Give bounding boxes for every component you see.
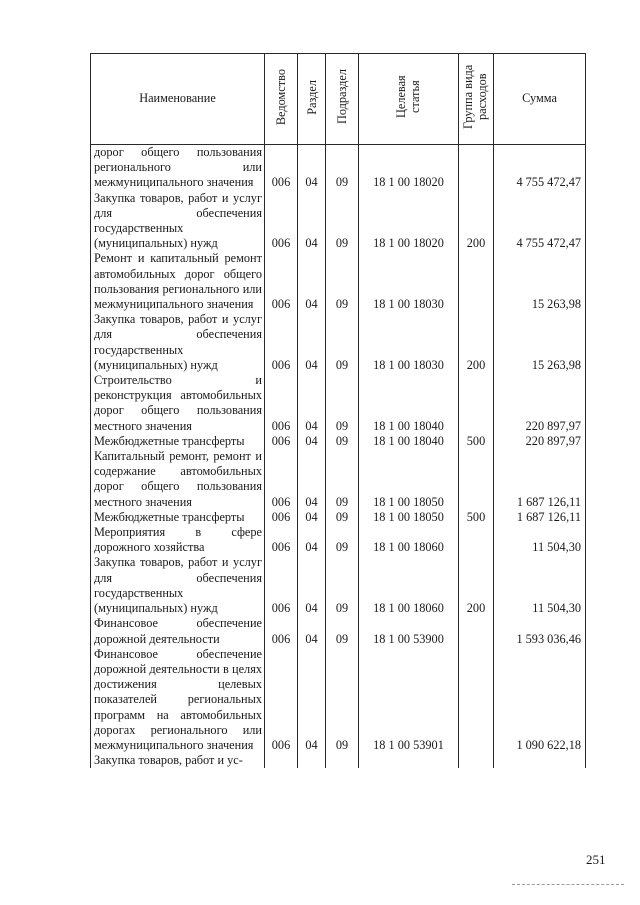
row-name: Закупка товаров, работ и услуг для обеспечения государственных (муниципальных) нужд xyxy=(91,555,265,616)
row-dept: 006 xyxy=(265,510,298,525)
row-name: Закупка товаров, работ и услуг для обеспечения государственных (муниципальных) нужд xyxy=(91,312,265,373)
row-subsection xyxy=(326,753,359,768)
row-section: 04 xyxy=(298,510,326,525)
table-row xyxy=(91,191,586,252)
table-row xyxy=(91,555,586,616)
row-article xyxy=(359,753,459,768)
row-name: Финансовое обеспечение дорожной деятельности в целях достижения целевых показателей региональных программ на автомобильных дорогах регионального или межмуниципального значения xyxy=(91,647,265,753)
column-header-subsection: Подраздел xyxy=(326,54,359,145)
row-section xyxy=(298,753,326,768)
column-header-article: Целевая статья xyxy=(359,54,459,145)
row-section: 04 xyxy=(298,449,326,510)
row-sum: 4 755 472,47 xyxy=(494,191,586,252)
row-subsection: 09 xyxy=(326,251,359,312)
row-section: 04 xyxy=(298,312,326,373)
row-article: 18 1 00 53901 xyxy=(359,647,459,753)
row-sum xyxy=(494,753,586,768)
row-subsection: 09 xyxy=(326,510,359,525)
row-sum: 220 897,97 xyxy=(494,373,586,434)
row-dept: 006 xyxy=(265,191,298,252)
row-section: 04 xyxy=(298,616,326,646)
row-name: дорог общего пользования регионального или межмуниципального значения xyxy=(91,145,265,191)
row-article: 18 1 00 18040 xyxy=(359,434,459,449)
table-row xyxy=(91,251,586,312)
row-group xyxy=(459,525,494,555)
row-name: Капитальный ремонт, ремонт и содержание автомобильных дорог общего пользования местного значения xyxy=(91,449,265,510)
row-name: Финансовое обеспечение дорожной деятельности xyxy=(91,616,265,646)
table-row xyxy=(91,434,586,449)
row-group xyxy=(459,647,494,753)
row-group xyxy=(459,145,494,191)
row-group xyxy=(459,449,494,510)
row-sum: 220 897,97 xyxy=(494,434,586,449)
row-dept: 006 xyxy=(265,449,298,510)
row-group: 500 xyxy=(459,510,494,525)
row-name: Межбюджетные трансферты xyxy=(91,434,265,449)
row-subsection: 09 xyxy=(326,616,359,646)
table-body xyxy=(91,145,586,769)
row-sum: 1 687 126,11 xyxy=(494,449,586,510)
row-dept: 006 xyxy=(265,555,298,616)
row-section: 04 xyxy=(298,251,326,312)
row-sum: 15 263,98 xyxy=(494,251,586,312)
row-sum: 15 263,98 xyxy=(494,312,586,373)
row-name: Ремонт и капитальный ремонт автомобильных дорог общего пользования регионального или межмуниципального значения xyxy=(91,251,265,312)
row-name: Мероприятия в сфере дорожного хозяйства xyxy=(91,525,265,555)
row-group: 200 xyxy=(459,555,494,616)
row-name: Межбюджетные трансферты xyxy=(91,510,265,525)
column-header-sum: Сумма xyxy=(494,54,586,145)
row-section: 04 xyxy=(298,525,326,555)
row-group xyxy=(459,251,494,312)
row-sum: 11 504,30 xyxy=(494,525,586,555)
page-number: 251 xyxy=(586,852,606,867)
row-dept: 006 xyxy=(265,373,298,434)
row-dept xyxy=(265,753,298,768)
table-row xyxy=(91,525,586,555)
row-article: 18 1 00 18060 xyxy=(359,525,459,555)
row-name: Строительство и реконструкция автомобильных дорог общего пользования местного значения xyxy=(91,373,265,434)
row-section: 04 xyxy=(298,555,326,616)
table-row xyxy=(91,373,586,434)
row-article: 18 1 00 18050 xyxy=(359,449,459,510)
scan-artifact-line xyxy=(512,884,624,885)
budget-table xyxy=(90,53,586,768)
row-dept: 006 xyxy=(265,616,298,646)
table-row xyxy=(91,312,586,373)
row-dept: 006 xyxy=(265,251,298,312)
row-subsection: 09 xyxy=(326,525,359,555)
row-subsection: 09 xyxy=(326,449,359,510)
row-name: Закупка товаров, работ и услуг для обеспечения государственных (муниципальных) нужд xyxy=(91,191,265,252)
row-name: Закупка товаров, работ и ус- xyxy=(91,753,265,768)
row-dept: 006 xyxy=(265,525,298,555)
row-article: 18 1 00 53900 xyxy=(359,616,459,646)
row-section: 04 xyxy=(298,373,326,434)
row-group: 500 xyxy=(459,434,494,449)
row-section: 04 xyxy=(298,191,326,252)
table-row xyxy=(91,616,586,646)
row-group: 200 xyxy=(459,191,494,252)
row-article: 18 1 00 18020 xyxy=(359,191,459,252)
row-subsection: 09 xyxy=(326,647,359,753)
row-subsection: 09 xyxy=(326,373,359,434)
row-section: 04 xyxy=(298,647,326,753)
column-header-group: Группа вида расходов xyxy=(459,54,494,145)
row-subsection: 09 xyxy=(326,312,359,373)
table-header xyxy=(91,54,586,145)
row-dept: 006 xyxy=(265,647,298,753)
column-header-section: Раздел xyxy=(298,54,326,145)
table-row xyxy=(91,145,586,191)
row-article: 18 1 00 18060 xyxy=(359,555,459,616)
row-article: 18 1 00 18020 xyxy=(359,145,459,191)
table-row xyxy=(91,647,586,753)
row-sum: 1 593 036,46 xyxy=(494,616,586,646)
row-group xyxy=(459,616,494,646)
table-row xyxy=(91,753,586,768)
table-row xyxy=(91,510,586,525)
row-dept: 006 xyxy=(265,312,298,373)
row-section: 04 xyxy=(298,145,326,191)
row-subsection: 09 xyxy=(326,145,359,191)
row-section: 04 xyxy=(298,434,326,449)
row-subsection: 09 xyxy=(326,434,359,449)
row-sum: 11 504,30 xyxy=(494,555,586,616)
table-row xyxy=(91,449,586,510)
row-dept: 006 xyxy=(265,434,298,449)
column-header-name: Наименование xyxy=(91,54,265,145)
row-group xyxy=(459,373,494,434)
row-group: 200 xyxy=(459,312,494,373)
row-sum: 1 090 622,18 xyxy=(494,647,586,753)
row-dept: 006 xyxy=(265,145,298,191)
row-article: 18 1 00 18030 xyxy=(359,312,459,373)
row-sum: 1 687 126,11 xyxy=(494,510,586,525)
row-subsection: 09 xyxy=(326,555,359,616)
row-subsection: 09 xyxy=(326,191,359,252)
row-group xyxy=(459,753,494,768)
row-article: 18 1 00 18040 xyxy=(359,373,459,434)
row-article: 18 1 00 18050 xyxy=(359,510,459,525)
column-header-dept: Ведомство xyxy=(265,54,298,145)
row-article: 18 1 00 18030 xyxy=(359,251,459,312)
row-sum: 4 755 472,47 xyxy=(494,145,586,191)
